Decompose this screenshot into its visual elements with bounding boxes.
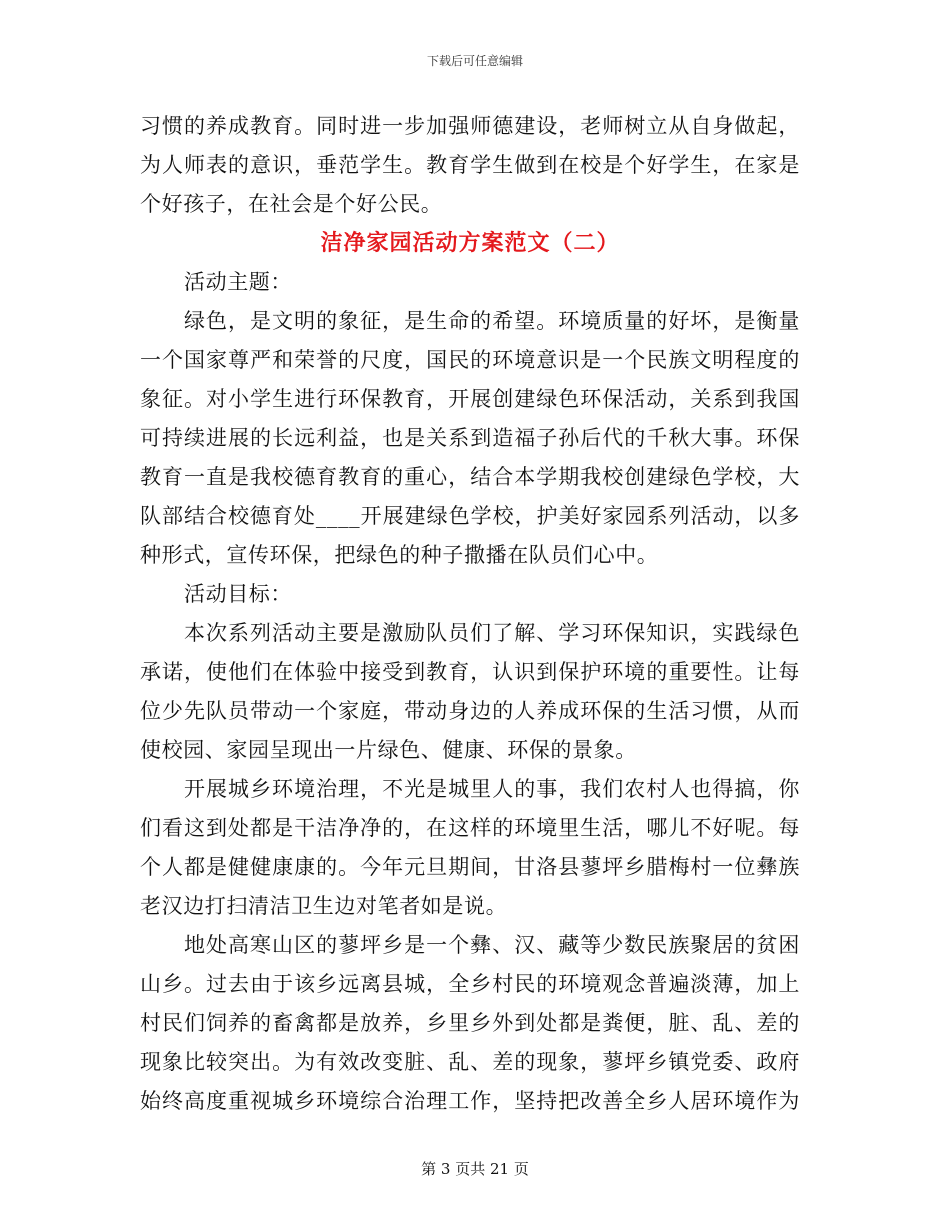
section-heading-goal: 活动目标：: [184, 582, 292, 606]
body-line: 可持续进展的长远利益，也是关系到造福子孙后代的千秋大事。环保: [140, 426, 800, 450]
body-line: 个好孩子，在社会是个好公民。: [140, 192, 443, 216]
body-line: 老汉边打扫清洁卫生边对笔者如是说。: [140, 894, 508, 918]
body-line: 开展城乡环境治理，不光是城里人的事，我们农村人也得搞，你: [184, 777, 800, 801]
body-line: 承诺，使他们在体验中接受到教育，认识到保护环境的重要性。让每: [140, 660, 800, 684]
header-note: 下载后可任意编辑: [426, 54, 523, 68]
body-line: 现象比较突出。为有效改变脏、乱、差的现象，蓼坪乡镇党委、政府: [140, 1050, 800, 1074]
body-line: 村民们饲养的畜禽都是放养，乡里乡外到处都是粪便，脏、乱、差的: [140, 1011, 800, 1035]
body-line: 队部结合校德育处____开展建绿色学校，护美好家园系列活动，以多: [140, 504, 800, 528]
body-line: 象征。对小学生进行环保教育，开展创建绿色环保活动，关系到我国: [140, 387, 800, 411]
body-line: 们看这到处都是干洁净净的，在这样的环境里生活，哪儿不好呢。每: [140, 816, 800, 840]
section-heading-theme: 活动主题：: [184, 270, 292, 294]
body-line: 绿色，是文明的象征，是生命的希望。环境质量的好坏，是衡量: [184, 309, 800, 333]
body-line: 为人师表的意识，垂范学生。教育学生做到在校是个好学生，在家是: [140, 153, 800, 177]
body-line: 本次系列活动主要是激励队员们了解、学习环保知识，实践绿色: [184, 621, 800, 645]
document-body: [140, 110, 800, 1124]
body-line: 始终高度重视城乡环境综合治理工作，坚持把改善全乡人居环境作为: [140, 1089, 800, 1113]
body-line: 使校园、家园呈现出一片绿色、健康、环保的景象。: [140, 738, 637, 762]
body-line: 习惯的养成教育。同时进一步加强师德建设，老师树立从自身做起，: [140, 114, 800, 138]
body-line: 教育一直是我校德育教育的重心，结合本学期我校创建绿色学校，大: [140, 465, 800, 489]
body-line: 位少先队员带动一个家庭，带动身边的人养成环保的生活习惯，从而: [140, 699, 800, 723]
body-line: 种形式，宣传环保，把绿色的种子撒播在队员们心中。: [140, 543, 659, 567]
section-title: 洁净家园活动方案范文（二）: [320, 230, 620, 256]
body-line: 个人都是健健康康的。今年元旦期间，甘洛县蓼坪乡腊梅村一位彝族: [140, 855, 800, 879]
page-number: 第 3 页共 21 页: [421, 1160, 529, 1178]
body-line: 一个国家尊严和荣誉的尺度，国民的环境意识是一个民族文明程度的: [140, 348, 800, 372]
body-line: 地处高寒山区的蓼坪乡是一个彝、汉、藏等少数民族聚居的贫困: [184, 933, 800, 957]
body-line: 山乡。过去由于该乡远离县城，全乡村民的环境观念普遍淡薄，加上: [140, 972, 800, 996]
